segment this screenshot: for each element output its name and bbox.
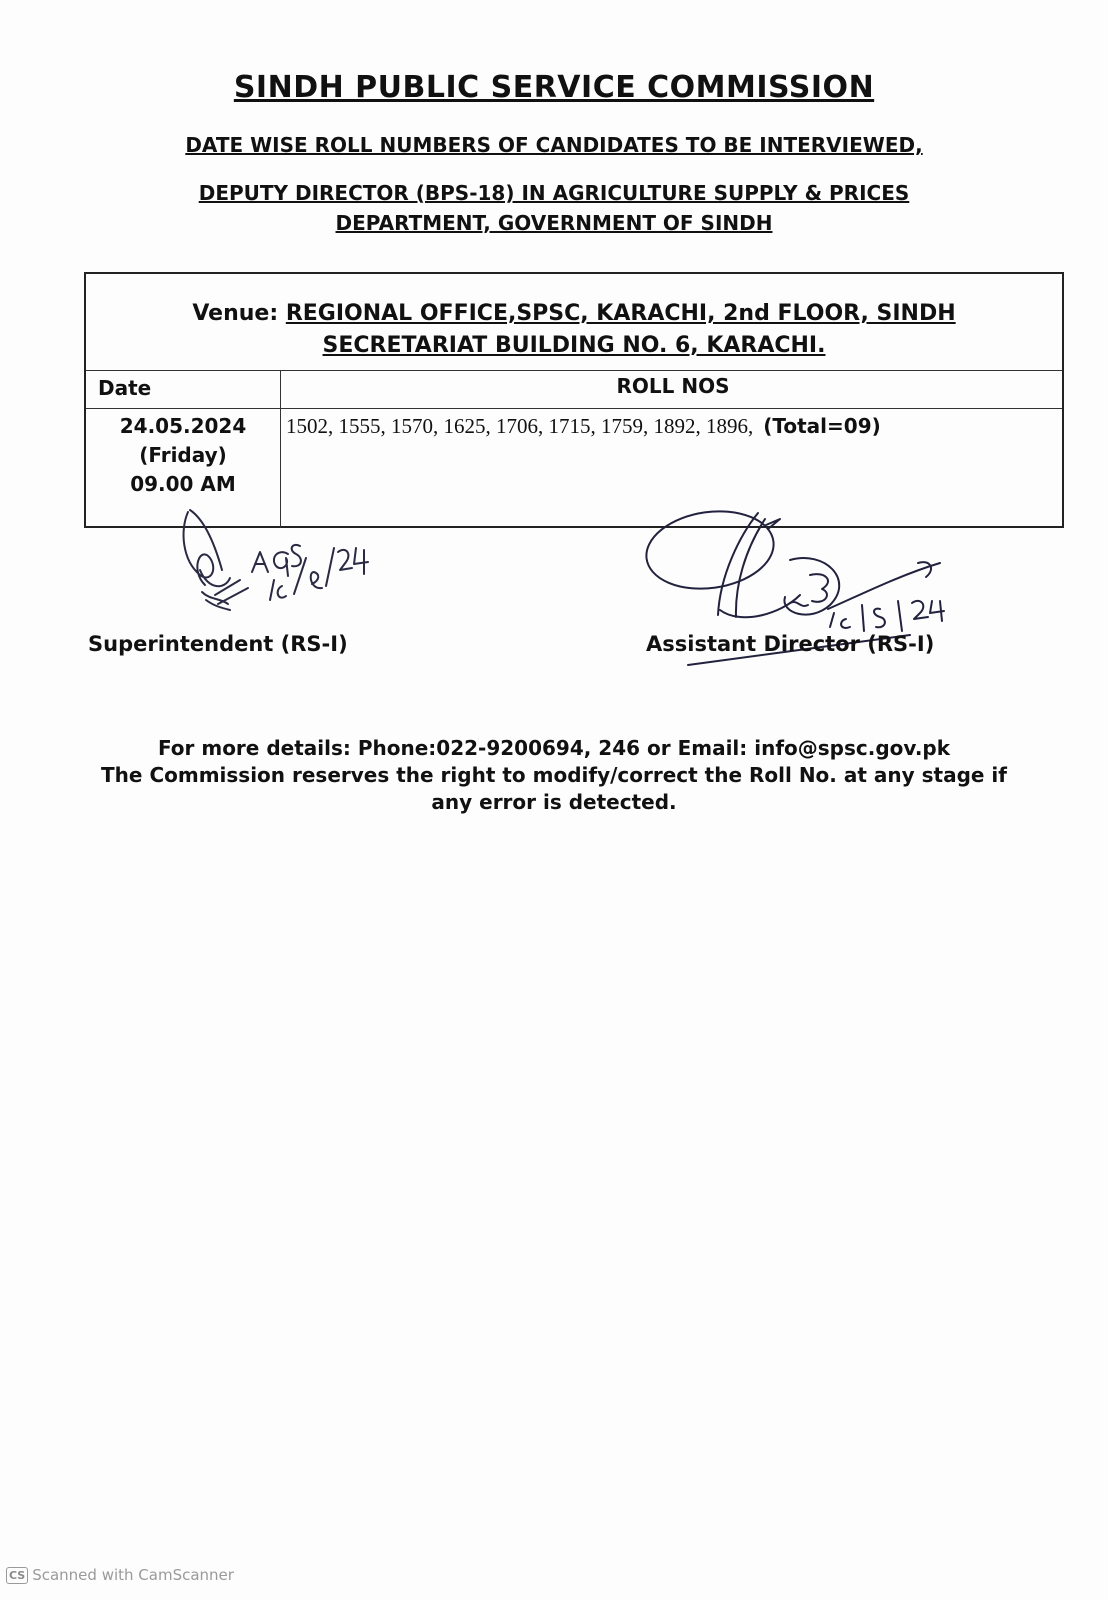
document-subtitle: DATE WISE ROLL NUMBERS OF CANDIDATES TO BE INTERVIEWED, <box>185 133 923 157</box>
venue-label: Venue: <box>192 301 279 326</box>
venue-block <box>86 298 1062 362</box>
column-header-date: Date <box>98 376 152 400</box>
interview-time: 09.00 AM <box>130 472 236 496</box>
superintendent-signature <box>170 500 380 630</box>
disclaimer-note: The Commission reserves the right to modify/correct the Roll No. at any stage if any error is detected. <box>101 763 1007 814</box>
document-title: SINDH PUBLIC SERVICE COMMISSION <box>233 70 875 105</box>
camscanner-logo-icon: CS <box>6 1567 28 1584</box>
table-row-roll <box>286 414 1062 439</box>
schedule-table <box>84 272 1064 528</box>
camscanner-watermark <box>6 1566 234 1584</box>
interview-day: (Friday) <box>139 443 227 467</box>
post-title-line1: DEPUTY DIRECTOR (BPS-18) IN AGRICULTURE SUPPLY & PRICES <box>198 181 910 205</box>
contact-details: For more details: Phone:022-9200694, 246 or Email: info@spsc.gov.pk <box>157 736 951 760</box>
post-title <box>0 178 1108 238</box>
interview-date: 24.05.2024 <box>119 414 247 438</box>
superintendent-label: Superintendent (RS-I) <box>88 632 348 656</box>
table-divider <box>86 408 1062 409</box>
roll-total: (Total=09) <box>763 414 881 438</box>
venue-line1: REGIONAL OFFICE,SPSC, KARACHI, 2nd FLOOR, SINDH <box>285 301 956 326</box>
table-row-date <box>86 412 280 499</box>
assistant-director-label: Assistant Director (RS-I) <box>646 632 935 656</box>
table-divider <box>86 370 1062 371</box>
roll-numbers: 1502, 1555, 1570, 1625, 1706, 1715, 1759, 1892, 1896, <box>286 414 754 438</box>
column-header-roll: ROLL NOS <box>616 374 730 398</box>
venue-line2: SECRETARIAT BUILDING NO. 6, KARACHI. <box>322 333 826 358</box>
footer <box>0 735 1108 816</box>
watermark-text: Scanned with CamScanner <box>32 1566 234 1584</box>
post-title-line2: DEPARTMENT, GOVERNMENT OF SINDH <box>335 211 773 235</box>
